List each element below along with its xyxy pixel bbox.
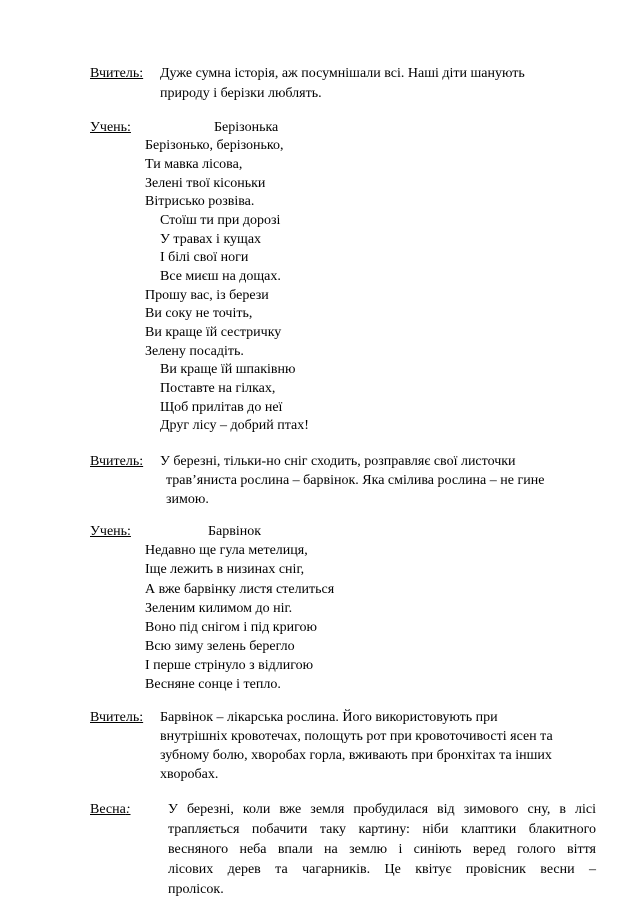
poem-line: Ви краще їй сестричку — [145, 325, 282, 340]
speaker-label: Вчитель: — [90, 66, 144, 81]
poem-title: Барвінок — [208, 524, 262, 539]
text-line: зубному болю, хворобах горла, вживають при бронхітах та інших — [160, 748, 552, 763]
poem-line: Ви краще їй шпаківню — [160, 362, 296, 377]
speaker-label: Вчитель: — [90, 454, 144, 469]
poem-line: Зелену посадіть. — [145, 344, 244, 359]
text-line: пролісок. — [168, 882, 224, 897]
text-line: У березні, коли вже земля пробудилася від зимового сну, в лісі — [168, 802, 596, 817]
poem-line: Зелені твої кісоньки — [145, 176, 266, 191]
poem-line: Поставте на гілках, — [160, 381, 276, 396]
text-line: Барвінок – лікарська рослина. Його використовують при — [160, 710, 498, 725]
poem-line: Зеленим килимом до ніг. — [145, 601, 293, 616]
speaker-label: Учень: — [90, 120, 131, 135]
text-line: внутрішніх кровотечах, полощуть рот при кровоточивості ясен та — [160, 729, 553, 744]
poem-line: Берізонько, берізонько, — [145, 138, 284, 153]
text-line: У березні, тільки-но сніг сходить, розправляє свої листочки — [160, 454, 516, 469]
text-line: зимою. — [166, 492, 209, 507]
poem-line: Воно під снігом і під кригою — [145, 620, 317, 635]
poem-line: У травах і кущах — [160, 232, 262, 247]
text-line: трав’яниста рослина – барвінок. Яка смілива рослина – не гине — [166, 473, 545, 488]
poem-line: Друг лісу – добрий птах! — [160, 418, 309, 433]
text-line: лісових дерев та чагарників. Це квітує провісник весни – — [168, 862, 596, 877]
poem-line: Недавно ще гула метелиця, — [145, 543, 308, 558]
poem-line: Вітрисько розвіва. — [145, 194, 255, 209]
poem-line: І перше стрінуло з відлигою — [145, 658, 314, 673]
poem-line: Прошу вас, із берези — [145, 288, 269, 303]
speaker-label — [90, 800, 131, 820]
poem-line: Іще лежить в низинах сніг, — [145, 562, 305, 577]
poem-line: Весняне сонце і тепло. — [145, 677, 281, 692]
poem-line: Стоїш ти при дорозі — [160, 213, 281, 228]
speaker-name: Весна — [90, 802, 126, 817]
text-line: трапляється побачити таку картину: ніби клаптики блакитного — [168, 822, 596, 837]
spring-paragraph — [168, 800, 596, 900]
poem-line: Щоб прилітав до неї — [160, 400, 283, 415]
speaker-colon: : — [125, 802, 131, 817]
speaker-label: Вчитель: — [90, 710, 144, 725]
text-line: природу і берізки люблять. — [160, 86, 322, 101]
poem-title: Берізонька — [214, 120, 279, 135]
poem-line: Все миєш на дощах. — [160, 269, 281, 284]
poem-line: Ти мавка лісова, — [145, 157, 243, 172]
text-line: весняного неба впали на землю і синіють веред голого віття — [168, 842, 596, 857]
poem-line: Ви соку не точіть, — [145, 306, 253, 321]
poem-line: І білі свої ноги — [160, 250, 249, 265]
text-line: Дуже сумна історія, аж посумнішали всі. Наші діти шанують — [160, 66, 525, 81]
poem-line: Всю зиму зелень берегло — [145, 639, 295, 654]
poem-line: А вже барвінку листя стелиться — [145, 582, 335, 597]
text-line: хворобах. — [160, 767, 219, 782]
speaker-label: Учень: — [90, 524, 131, 539]
